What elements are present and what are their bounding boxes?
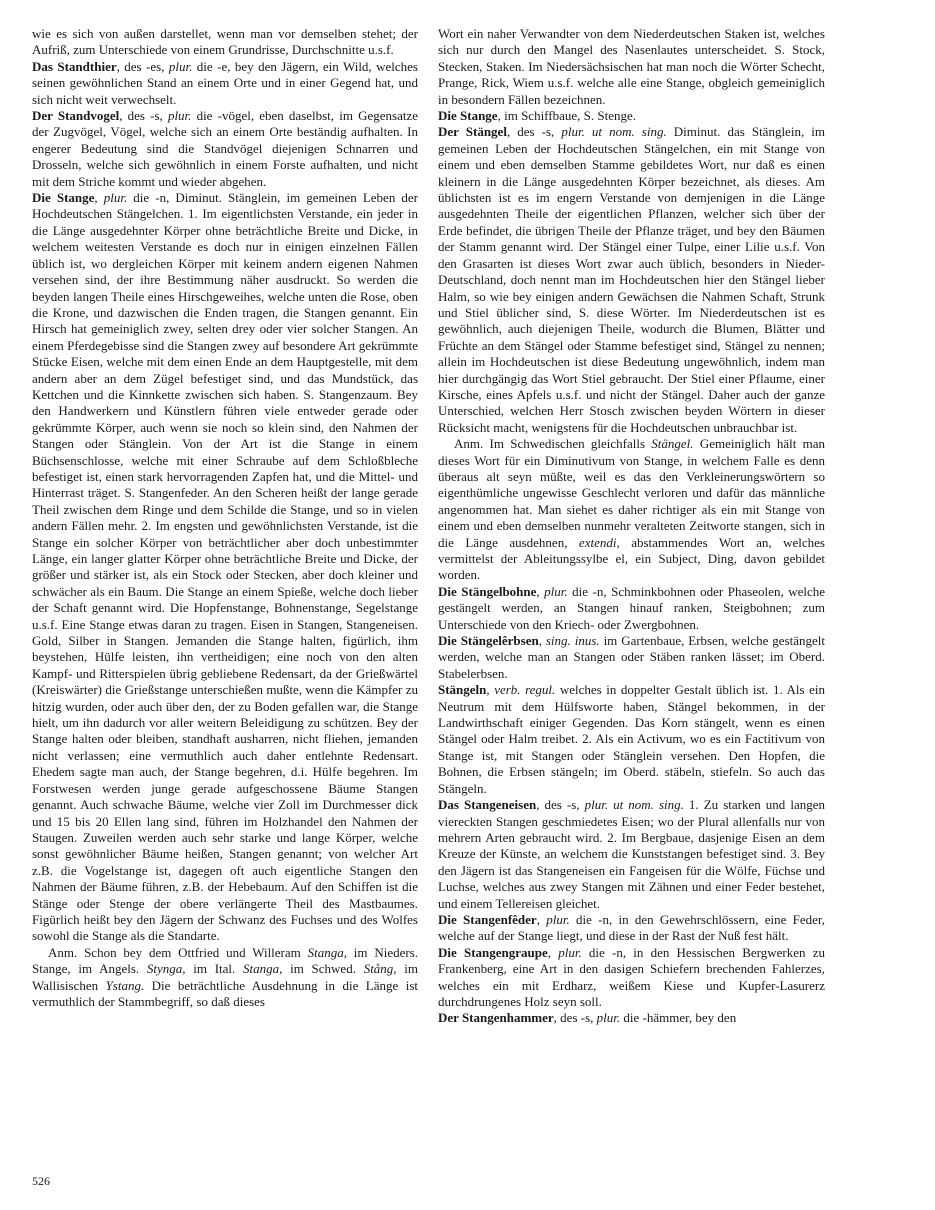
entry-definition: die -n, Diminut. Stänglein, im gemeinen Leben der Hochdeutschen Stängelchen. 1. Im eigentlichsten Verstande, ein jeder in die Länge ausgedehnter Körper ohne beträchtliche Breite und Dicke, in welchem weitesten Verstande es doch nur in einigen einzelnen Fällen üblich ist, wo dergleichen Körper mit keinem andern eigenen Nahmen versehen sind, der ihre Bestimmung näher ausdruckt. So werden die beyden langen Theile eines Hirschgeweihes, welche unten die Rose, oben die Krone, und dazwischen die Enden tragen, die Stangen genannt. Ein Hirsch hat gemeiniglich zwey, selten drey oder vier solcher Stangen. An einem Pferdegebisse sind die Stangen zwey auf besondere Art gekrümmte Stücke Eisen, welche mit dem einen Ende an dem Hauptgestelle, mit dem andern aber an dem Zügel befestiget sind, und das Mundstück, das Kettchen und die Kinnkette zwischen sich haben. S. Stangenzaum. Bey den Handwerkern und Künstlern führen viele entweder gerade oder gekrümmte Körper, auch wenn sie noch so klein sind, den Nahmen der Stangen oder Stänglein. Von der Art ist die Stange in einem Büchsenschlosse, welche mit einer Schraube auf dem Schloßbleche befestiget ist, einen stark hervorragenden Zapfen hat, und die Mittel- und Hinterrast träget. S. Stangenfeder. An den Scheren heißt der lange gerade Theil zwischen dem Ringe und dem Schilde die Stange, und so in vielen andern Fällen mehr. 2. Im engsten und gewöhnlichsten Verstande, ist die Stange ein solcher Körper von beträchtlicher aber doch unbestimmter Länge, ein langer glatter Körper ohne beträchtliche Breite und Dicke, der größer und stärker ist, als ein Stock oder Stecken, aber doch kleiner und schwächer als ein Baum. Die Stange an einem Spieße, welche doch lieber der Schaft genannt wird. Die Hopfenstange, Bohnenstange, Segelstange u.s.f. Eine Stange etwas daran zu tragen. Eisen in Stangen, Stangeneisen. Gold, Silber in Stangen. Jemanden die Stange halten, figürlich, ihm beystehen, Hülfe leisten, ihn vertheidigen; eine noch von den alten Kampf- und Ritterspielen übrig gebliebene Redensart, da der Grießwärtel (Kreiswärter) die Grießstange unterschießen mußte, wenn die Kämpfer zu hitzig wurden, oder auch über den, der zu Boden gefallen war, die Stange hielt, um ihn dadurch vor aller weitern Beleidigung zu schützen. Bey der Stange halten oder bleiben, standhaft ausharren, nicht fliehen, jemanden nicht verlassen; eine vermuthlich auch daher entlehnte Redensart. Ehedem sagte man auch, der Stange begehren, d.i. Hülfe begehren. Im Forstwesen werden junge gerade aufgeschossene Bäume Stangen genannt. Auch schwache Bäume, welche vier Zoll im Durchmesser dick und 15 bis 20 Ellen lang sind, führen im Holzhandel den Nahmen der Staugen. Zuweilen werden auch sehr starke und lange Körper, welche sonst gewöhnlicher Bäume heißen, Stangen genannt; von welcher Art z.B. die Vogelstange ist, dagegen oft auch eigentliche Stangen den Nahmen der Bäume führen, z.B. der Hebebaum. Auf den Schiffen ist die Stänge oder Stenge der obere verlängerte Theil des Mastbaumes. Figürlich heißt bey den Jägern der Schwanz des Fuchses und des Wolfes sowohl die Stange als die Standarte.	[32, 190, 418, 944]
italic-term: Stanga,	[307, 944, 347, 960]
annotation-text: Anm. Schon bey dem Ottfried und Willeram	[48, 944, 308, 960]
dictionary-entry	[438, 797, 825, 912]
dictionary-entry	[32, 59, 418, 108]
entry-definition: im Gartenbaue, Erbsen, welche gestängelt werden, welche man an Stangen oder Stäben ranken lässet; im Oberd. Stabelerbsen.	[438, 633, 825, 681]
entry-definition: die -n, in den Hessischen Bergwerken zu Frankenberg, eine Art in den dasigen Schiefern brechenden Fahlerzes, welches ein mit Erdharz, weißem Kiese und Kupfer-Lasurerz durchdrungenes Holz seyn soll.	[438, 944, 825, 1009]
entry-definition: welches in doppelter Gestalt üblich ist. 1. Als ein Neutrum mit dem Hülfsworte haben, Stängel bekommen, in der Landwirthschaft einiger Gegenden. Das Korn stängelt, wenn es einen Stängel oder Halm treibet. 2. Als ein Activum, wo es ein Factitivum von Stange ist, mit Stangen oder Stänglein versehen. Den Hopfen, die Bohnen, die Erbsen stängeln; im Oberd. stäbeln, stiefeln. So auch das Stängeln.	[438, 682, 826, 796]
dictionary-entry	[32, 26, 418, 59]
dictionary-entry	[438, 584, 825, 633]
entry-inflection: ,	[547, 944, 559, 960]
entry-inflection: , des -es,	[116, 58, 169, 74]
dictionary-entry	[438, 1010, 825, 1026]
annotation-text: Die beträchtliche Ausdehnung in die Länge ist vermuthlich der Stammbegriff, so daß dieses	[32, 977, 419, 1009]
entry-inflection: , des -s,	[536, 797, 585, 813]
entry-inflection: ,	[536, 583, 545, 599]
annotation-text: im Nieders. Stange, im Angels.	[32, 944, 418, 977]
dictionary-entry	[32, 190, 418, 945]
dictionary-entry	[438, 633, 825, 682]
entry-definition: die -n, Schminkbohnen oder Phaseolen, welche gestängelt werden, an Stangen hinauf ranken, Steigbohnen; zum Unterschiede von den Kriech- oder Zwergbohnen.	[438, 583, 826, 632]
entry-inflection: ,	[486, 682, 495, 698]
entry-definition: die -vögel, eben daselbst, im Gegensatze der Zugvögel, Vögel, welche sich an einem Orte beständig aufhalten. In engerer Bedeutung sind die Standvögel diejenigen Schnarren und Drosseln, welche sich gewöhnlich in einem Forste aufhalten, und nicht mit dem Striche kommt und wieder abgehen.	[32, 108, 418, 189]
entry-inflection: , des -s,	[553, 1010, 597, 1026]
entry-headword: Die Stangenfêder	[438, 911, 537, 927]
entry-definition: wie es sich von außen darstellet, wenn man vor demselben stehet; der Aufriß, zum Unterschiede von einem Grundrisse, Durchschnitte u.s.f.	[32, 26, 418, 58]
grammar-label: plur.	[544, 583, 568, 599]
entry-headword: Die Stangengraupe	[438, 944, 548, 960]
dictionary-entry	[438, 124, 825, 436]
dictionary-entry	[438, 682, 825, 797]
entry-definition: die -n, in den Gewehrschlössern, eine Feder, welche auf der Stange liegt, und diese in der Rast der Nuß fest hält.	[438, 911, 825, 944]
entry-headword: Die Stängelêrbsen	[438, 633, 539, 649]
grammar-label: plur. ut nom. sing.	[584, 797, 684, 813]
annotation-text: abstammendes Wort an, welches vermittelst der Ableitungssylbe el, ein Subject, Ding, davon gebildet worden.	[438, 534, 825, 583]
annotation-text: im Wallisischen	[32, 961, 419, 993]
grammar-label: plur.	[167, 108, 192, 124]
grammar-label: verb. regul.	[494, 682, 556, 698]
grammar-label: plur.	[103, 190, 128, 206]
grammar-label: plur.	[168, 58, 193, 74]
entry-headword: Die Stange	[32, 190, 95, 206]
entry-headword: Der Stängel	[438, 124, 507, 140]
annotation-paragraph	[438, 436, 825, 584]
entry-headword: Die Stängelbohne	[438, 583, 537, 599]
entry-definition: Diminut. das Stänglein, im gemeinen Leben der Hochdeutschen Stängelchen, ein mit Stange von einem und eben demselben Stamme gebildetes Wort, nur daß es einen kleinern in die Länge ausgedehnten Körper bezeichnet, als dieses. Am üblichsten ist es im engern Verstande von demjenigen in die Länge ausgedehnten Theile der eigentlichen Pflanzen, welcher sich über der Erde befindet, die übrigen Theile der Pflanze träget, und bey den Bäumen der Stamm genannt wird. Der Stängel einer Tulpe, einer Lilie u.s.f. Von den Grasarten ist dieses Wort zwar auch üblich, besonders in Nieder-Deutschland, doch nennt man im Hochdeutschen hier den Stängel lieber Halm, so wie bey einigen andern Gewächsen die Nahmen Schaft, Strunk und Stiel üblicher sind, S. diese Wörter. Im Niederdeutschen ist es gewöhnlich, auch diejenigen Theile, wodurch die Blumen, Blätter und Früchte an dem Stängel oder Stamme befestiget sind, Stängel zu nennen; allein im Hochdeutschen ist diese Bedeutung ungewöhnlich, indem man hier durchgängig das Wort Stiel gebraucht. Der Stiel einer Pflaume, einer Kirsche, eines Apfels u.s.f. und nicht der Stängel. Daher auch der ganze Unterschied, welchen Herr Stosch zwischen beyden Wörtern in dieser Rücksicht macht, wenigstens für die Hochdeutschen unbrauchbar ist.	[438, 124, 825, 435]
entry-headword: Das Stangeneisen	[438, 797, 537, 813]
grammar-label: plur.	[558, 944, 582, 960]
grammar-label: plur. ut nom. sing.	[561, 124, 667, 140]
entry-headword: Stängeln	[438, 682, 487, 698]
annotation-paragraph	[32, 945, 418, 1011]
grammar-label: sing. inus.	[545, 633, 600, 649]
entry-inflection: , des -s,	[506, 124, 562, 140]
entry-headword: Der Stangenhammer	[438, 1010, 554, 1026]
dictionary-entry	[32, 108, 418, 190]
italic-term: Stängel.	[651, 436, 694, 452]
right-column	[438, 26, 825, 1027]
left-column	[32, 26, 418, 1010]
entry-headword: Das Standthier	[32, 58, 117, 74]
italic-term: extendi,	[578, 534, 620, 550]
annotation-text: Anm. Im Schwedischen gleichfalls	[454, 436, 652, 452]
entry-definition: die -hämmer, bey den	[620, 1010, 737, 1026]
italic-term: Stång,	[363, 961, 397, 977]
dictionary-entry	[438, 945, 825, 1011]
entry-headword: Die Stange	[438, 108, 498, 124]
entry-definition: Wort ein naher Verwandter von dem Niederdeutschen Staken ist, welches sich nur durch den Mangel des Nasenlautes unterscheidet. S. Stock, Stecken, Staken. Im Niedersächsischen hat man noch die Wörter Schecht, Prange, Rick, Wiem u.s.f. welche alle eine Stange, obgleich gemeiniglich in besondern Fällen bezeichnen.	[438, 26, 825, 107]
entry-inflection: ,	[94, 190, 104, 206]
italic-term: Stynga,	[146, 961, 186, 977]
dictionary-entry	[438, 912, 825, 945]
entry-inflection: ,	[538, 633, 546, 649]
entry-headword: Der Standvogel	[32, 108, 120, 124]
entry-inflection: , des -s,	[119, 108, 168, 124]
page-number: 526	[32, 1174, 50, 1188]
entry-definition: die -e, bey den Jägern, ein Wild, welches seinen gewöhnlichen Stand an einem Orte und in einer Gegend hat, und sich nicht weit verwechselt.	[32, 58, 418, 107]
entry-inflection: , im Schiffbaue, S. Stenge.	[497, 108, 637, 124]
annotation-text: im Ital.	[185, 961, 243, 977]
italic-term: Stanga,	[243, 961, 283, 977]
annotation-text: Gemeiniglich hält man dieses Wort für ein Diminutivum von Stange, in welchem Falle es denn überaus alt seyn müßte, weil es das den Verkleinerungswörtern so eigenthümliche ungewisse Geschlecht verloren und dafür das männliche angenommen hat. Man siehet es daher richtiger als ein mit Stange von einem und eben demselben nunmehr veralteten Zeitworte stangen, sich in die Länge ausdehnen,	[438, 436, 825, 550]
dictionary-entry	[438, 108, 825, 124]
grammar-label: plur.	[546, 911, 570, 927]
dictionary-entry	[438, 26, 825, 108]
grammar-label: plur.	[596, 1010, 621, 1026]
annotation-text: im Schwed.	[282, 961, 364, 977]
entry-inflection: ,	[536, 911, 547, 927]
italic-term: Ystang.	[105, 977, 145, 993]
entry-definition: 1. Zu starken und langen viereckten Stangen geschmiedetes Eisen; wo der Plural allenfalls nur von mehrern Arten gebraucht wird. 2. Im Bergbaue, dasjenige Eisen an dem Kreuze der Künste, an welchem die Kunststangen befestiget sind. 3. Bey den Jägern ist das Stangeneisen ein Fangeisen für die Wölfe, Füchse und Luchse, welches aus zwey Stangen mit Zähnen und einer Feder bestehet, und einem Tellereisen gleichet.	[438, 797, 826, 911]
